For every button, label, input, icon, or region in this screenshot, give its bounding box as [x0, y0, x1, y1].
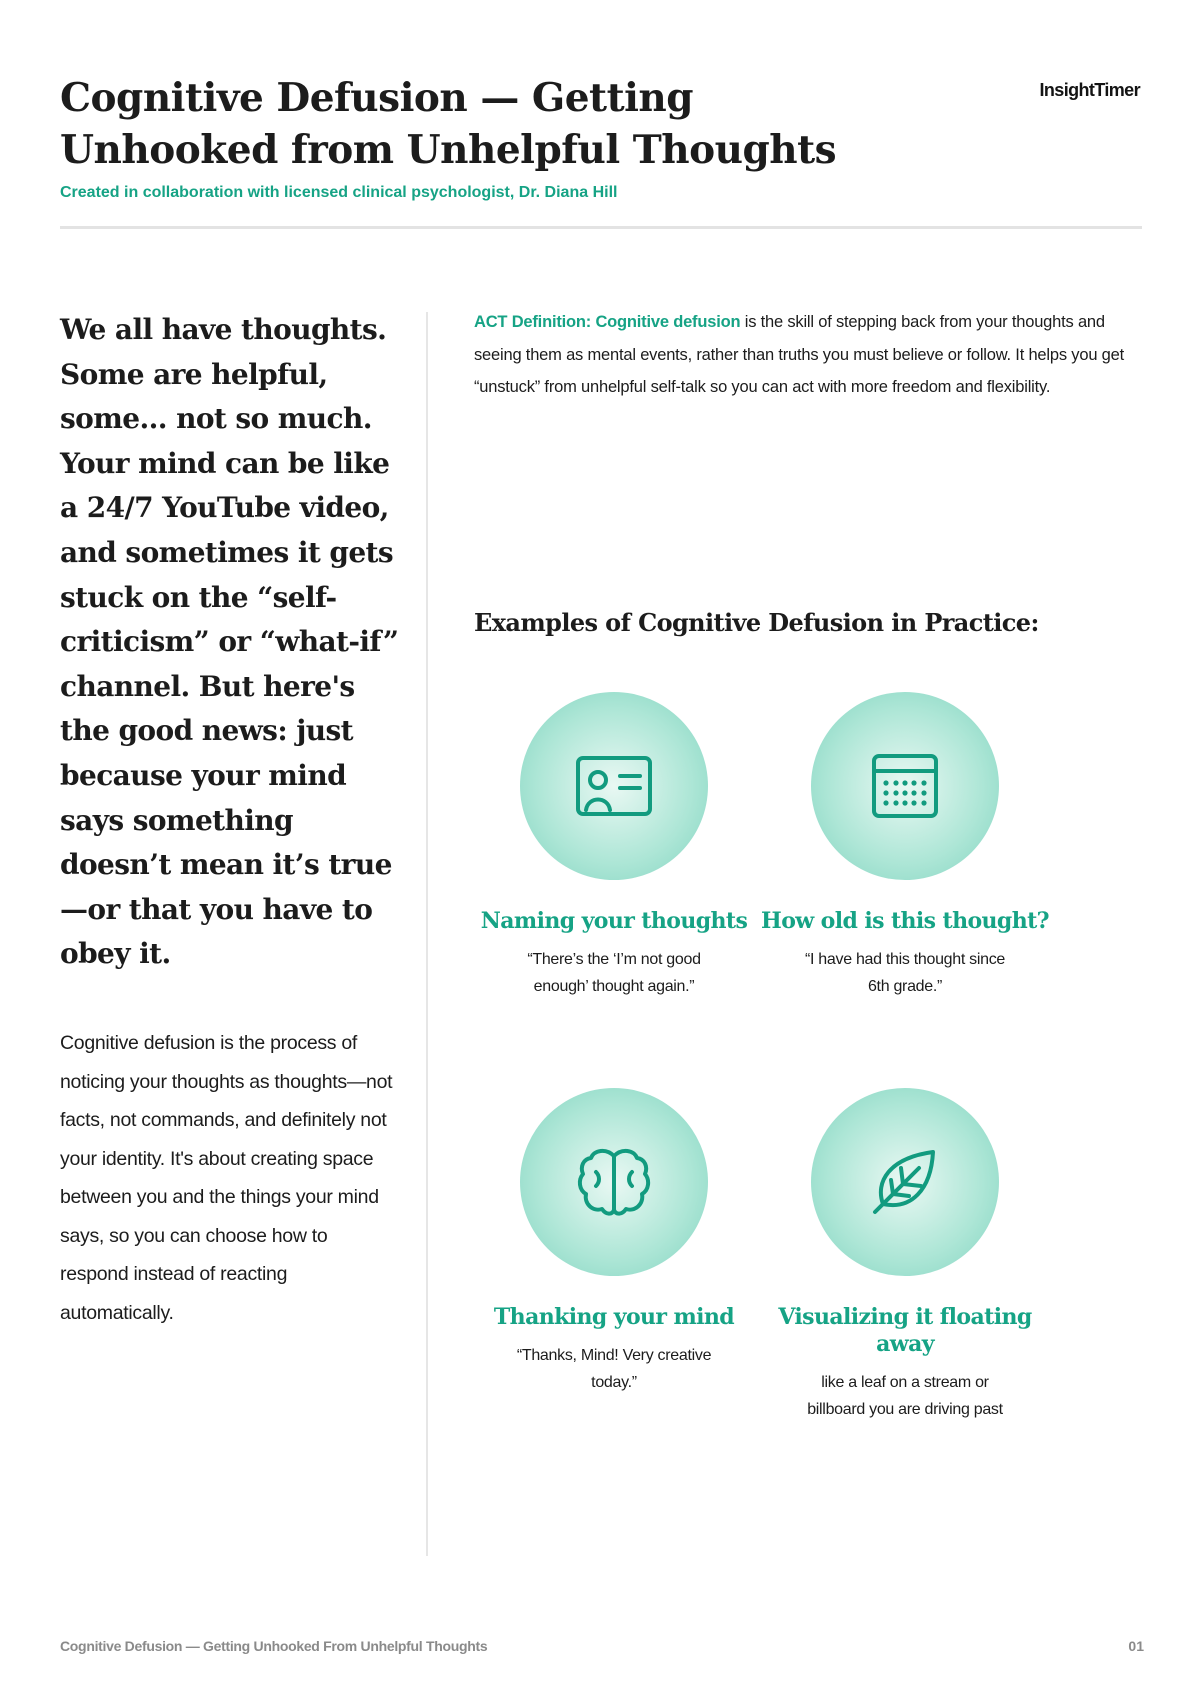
example-quote: “There’s the ‘I’m not good enough’ thought again.” — [527, 951, 701, 995]
example-card-naming — [469, 692, 759, 1000]
act-definition — [474, 306, 1144, 404]
definition-text: is the skill of stepping back from your thoughts and seeing them as mental events, rather than truths you must believe or follow. It helps you get “unstuck” from unhelpful self-talk so you can act with more freedom and flexibility. — [474, 313, 1125, 396]
column-divider — [426, 312, 428, 1556]
footer-document-title: Cognitive Defusion — Getting Unhooked From Unhelpful Thoughts — [60, 1638, 488, 1654]
calendar-icon — [870, 751, 940, 821]
example-title: Visualizing it floating away — [778, 1304, 1032, 1357]
insight-timer-logo: InsightTimer — [1039, 80, 1140, 100]
example-icon-circle — [520, 1088, 708, 1276]
page-number: 01 — [1128, 1638, 1144, 1654]
body-paragraph: Cognitive defusion is the process of noticing your thoughts as thoughts—not facts, not commands, and definitely not your identity. It's about creating space between you and the things your mind says, so you can choose how to respond instead of reacting automatically. — [60, 1032, 393, 1324]
leaf-icon — [869, 1146, 941, 1218]
header-divider — [60, 226, 1142, 229]
page-title: Cognitive Defusion — Getting Unhooked from Unhelpful Thoughts — [60, 75, 837, 173]
example-card-how-old — [760, 692, 1050, 1000]
example-title: Naming your thoughts — [480, 908, 748, 934]
brain-icon — [576, 1146, 652, 1218]
intro-paragraph: We all have thoughts. Some are helpful, some... not so much. Your mind can be like a 24/7 YouTube video, and sometimes it gets stuck on the “self-criticism” or “what-if” channel. But here's the good news: just because your mind says something doesn’t mean it’s true—or that you have to obey it. — [60, 313, 399, 971]
example-quote: like a leaf on a stream or billboard you are driving past — [807, 1374, 1003, 1418]
page-subtitle: Created in collaboration with licensed clinical psychologist, Dr. Diana Hill — [60, 184, 618, 201]
example-quote: “Thanks, Mind! Very creative today.” — [516, 1347, 712, 1391]
example-card-thanking — [469, 1088, 759, 1396]
id-card-icon — [574, 754, 654, 818]
example-card-visualizing — [760, 1088, 1050, 1423]
example-icon-circle — [811, 692, 999, 880]
example-icon-circle — [811, 1088, 999, 1276]
example-title: Thanking your mind — [493, 1304, 735, 1330]
definition-term: ACT Definition: Cognitive defusion — [474, 313, 741, 331]
example-title: How old is this thought? — [761, 908, 1049, 934]
example-quote: “I have had this thought since 6th grade.” — [804, 951, 1006, 995]
example-icon-circle — [520, 692, 708, 880]
examples-heading: Examples of Cognitive Defusion in Practice: — [474, 608, 1039, 637]
